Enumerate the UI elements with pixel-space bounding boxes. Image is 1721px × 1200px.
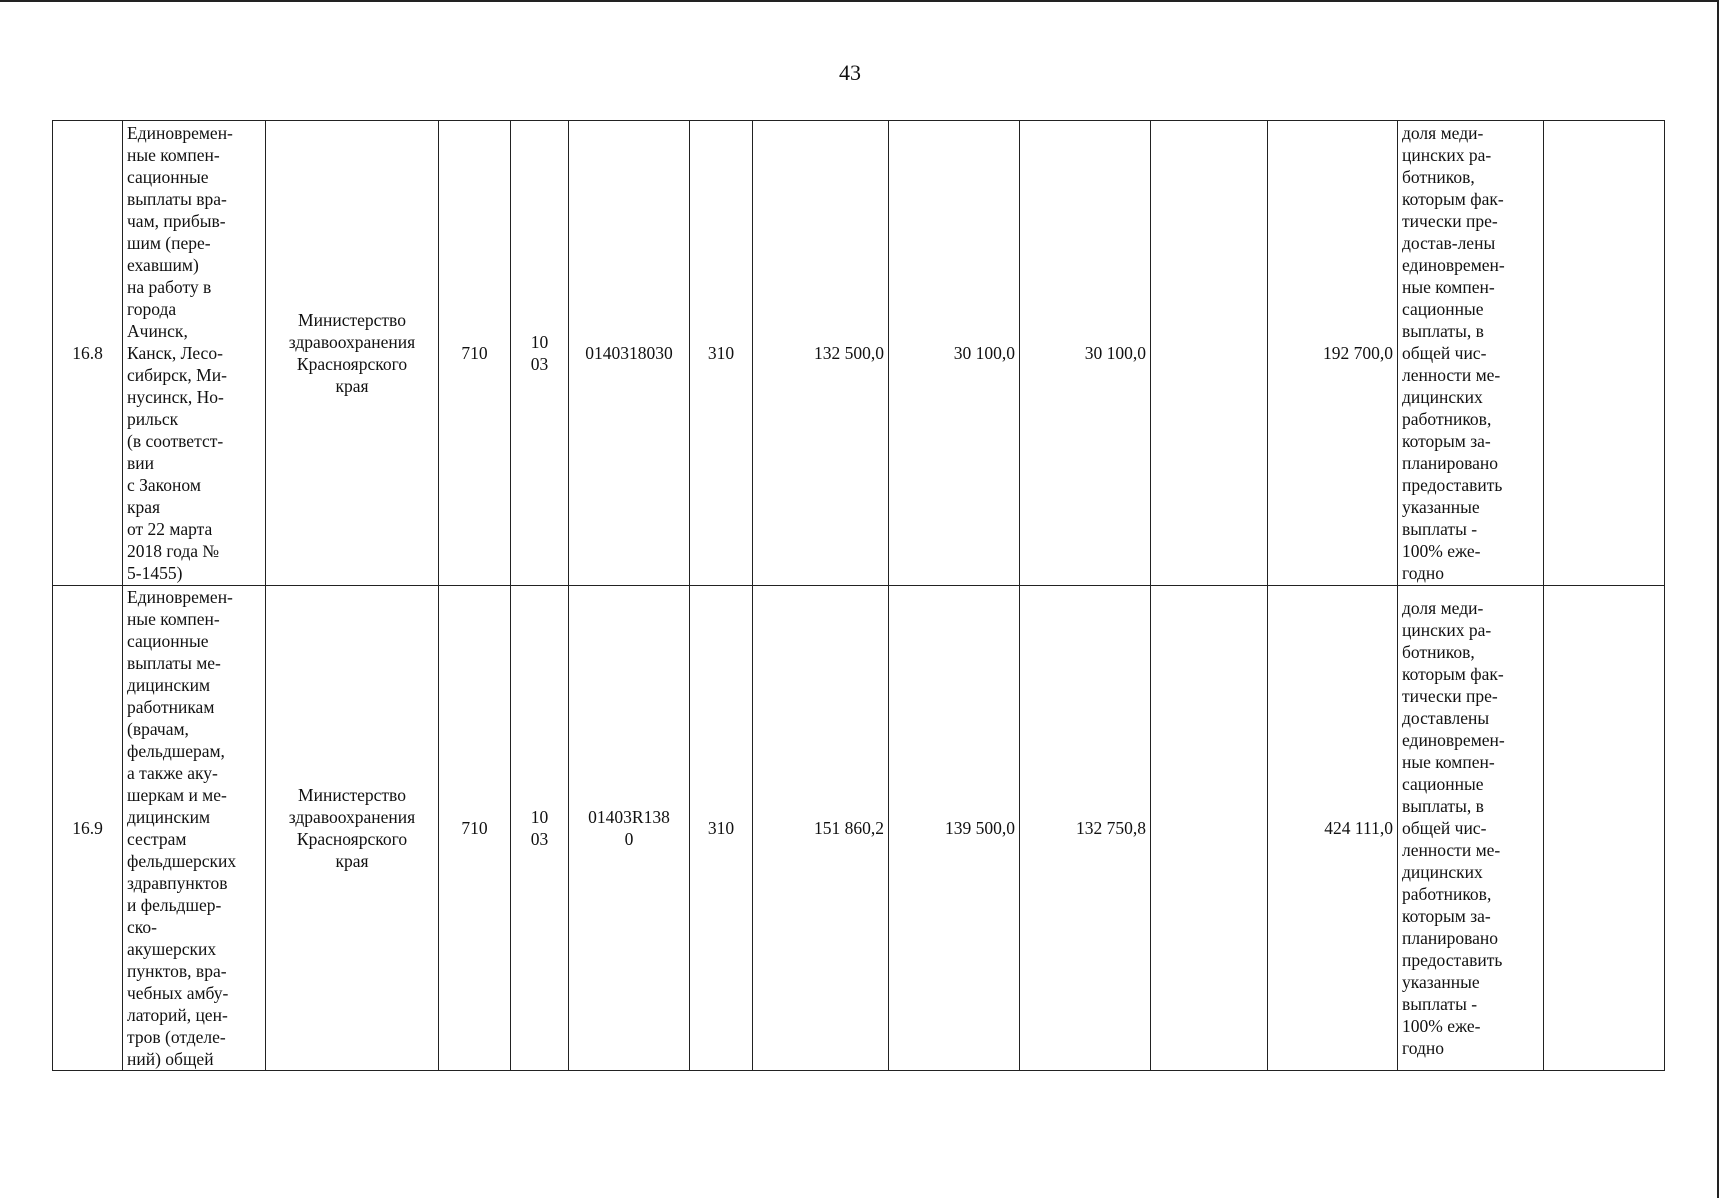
amount-year-3: 30 100,0 bbox=[1020, 121, 1151, 586]
measure-description bbox=[123, 586, 266, 1071]
text-line: выплаты - bbox=[1402, 519, 1478, 539]
text-line: работников, bbox=[1402, 409, 1492, 429]
text-line: сационные bbox=[127, 167, 209, 187]
amount-year-4 bbox=[1151, 121, 1268, 586]
text-line: (в соответст- bbox=[127, 431, 224, 451]
expense-type-code: 310 bbox=[690, 121, 753, 586]
text-line: общей чис- bbox=[1402, 343, 1487, 363]
text-line: цинских ра- bbox=[1402, 620, 1492, 640]
amount-year-2: 30 100,0 bbox=[889, 121, 1020, 586]
text-line: ско- bbox=[127, 917, 157, 937]
text-line: сестрам bbox=[127, 829, 187, 849]
table-row bbox=[53, 121, 1665, 586]
text-line: сационные bbox=[1402, 774, 1484, 794]
amount-year-4 bbox=[1151, 586, 1268, 1071]
text-line: выплаты, в bbox=[1402, 321, 1484, 341]
text-line: тически пре- bbox=[1402, 686, 1498, 706]
text-line: Красноярского bbox=[296, 354, 408, 374]
text-line: Канск, Лесо- bbox=[127, 343, 223, 363]
text-line: на работу в bbox=[127, 277, 212, 297]
text-line: выплаты ме- bbox=[127, 653, 221, 673]
text-line: Ачинск, bbox=[127, 321, 188, 341]
text-line: вии bbox=[127, 453, 154, 473]
text-line: края bbox=[335, 376, 369, 396]
responsible-agency bbox=[266, 121, 439, 586]
text-line: дицинским bbox=[127, 807, 211, 827]
text-line: выплаты - bbox=[1402, 994, 1478, 1014]
text-line: выплаты, в bbox=[1402, 796, 1484, 816]
text-line: 10 bbox=[530, 332, 549, 352]
text-line: доля меди- bbox=[1402, 123, 1484, 143]
text-line: единовремен- bbox=[1402, 730, 1505, 750]
text-line: ленности ме- bbox=[1402, 840, 1501, 860]
text-line: доставлены bbox=[1402, 708, 1490, 728]
text-line: 100% еже- bbox=[1402, 541, 1481, 561]
text-line: здравпунктов bbox=[127, 873, 228, 893]
section-code bbox=[511, 586, 569, 1071]
text-line: фельдшерам, bbox=[127, 741, 225, 761]
text-line: предоставить bbox=[1402, 950, 1503, 970]
text-line: края bbox=[335, 851, 369, 871]
text-line: с Законом bbox=[127, 475, 201, 495]
amount-total: 192 700,0 bbox=[1268, 121, 1398, 586]
text-line: которым за- bbox=[1402, 906, 1491, 926]
text-line: тически пре- bbox=[1402, 211, 1498, 231]
text-line: сационные bbox=[127, 631, 209, 651]
text-line: предоставить bbox=[1402, 475, 1503, 495]
text-line: работников, bbox=[1402, 884, 1492, 904]
section-code bbox=[511, 121, 569, 586]
text-line: дицинским bbox=[127, 675, 211, 695]
text-line: работникам bbox=[127, 697, 215, 717]
row-number: 16.8 bbox=[53, 121, 123, 586]
text-line: сационные bbox=[1402, 299, 1484, 319]
text-line: шим (пере- bbox=[127, 233, 211, 253]
text-line: чебных амбу- bbox=[127, 983, 229, 1003]
text-line: здравоохранения bbox=[288, 807, 416, 827]
text-line: здравоохранения bbox=[288, 332, 416, 352]
text-line: (врачам, bbox=[127, 719, 189, 739]
table-row bbox=[53, 586, 1665, 1071]
text-line: ботников, bbox=[1402, 642, 1475, 662]
amount-total: 424 111,0 bbox=[1268, 586, 1398, 1071]
amount-year-2: 139 500,0 bbox=[889, 586, 1020, 1071]
row-number: 16.9 bbox=[53, 586, 123, 1071]
text-line: ные компен- bbox=[127, 145, 220, 165]
text-line: Единовремен- bbox=[127, 123, 233, 143]
text-line: 01403R138 bbox=[588, 807, 670, 827]
extra-cell bbox=[1544, 121, 1665, 586]
text-line: общей чис- bbox=[1402, 818, 1487, 838]
text-line: сибирск, Ми- bbox=[127, 365, 227, 385]
text-line: ленности ме- bbox=[1402, 365, 1501, 385]
text-line: чам, прибыв- bbox=[127, 211, 226, 231]
text-line: годно bbox=[1402, 1038, 1445, 1058]
text-line: и фельдшер- bbox=[127, 895, 222, 915]
text-line: Единовремен- bbox=[127, 587, 233, 607]
text-line: ные компен- bbox=[1402, 752, 1495, 772]
text-line: шеркам и ме- bbox=[127, 785, 227, 805]
text-line: 0140318030 bbox=[585, 343, 673, 363]
text-line: 03 bbox=[530, 354, 549, 374]
text-line: указанные bbox=[1402, 972, 1480, 992]
target-article-code bbox=[569, 121, 690, 586]
text-line: цинских ра- bbox=[1402, 145, 1492, 165]
expected-result bbox=[1398, 121, 1544, 586]
grbs-code: 710 bbox=[439, 121, 511, 586]
budget-table bbox=[52, 120, 1665, 1071]
grbs-code: 710 bbox=[439, 586, 511, 1071]
text-line: фельдшерских bbox=[127, 851, 237, 871]
amount-year-1: 132 500,0 bbox=[753, 121, 889, 586]
text-line: Министерство bbox=[298, 310, 406, 330]
text-line: достав-лены bbox=[1402, 233, 1496, 253]
text-line: пунктов, вра- bbox=[127, 961, 227, 981]
text-line: 0 bbox=[624, 829, 634, 849]
text-line: годно bbox=[1402, 563, 1445, 583]
text-line: 2018 года № bbox=[127, 541, 220, 561]
expected-result bbox=[1398, 586, 1544, 1071]
text-line: единовремен- bbox=[1402, 255, 1505, 275]
text-line: ные компен- bbox=[1402, 277, 1495, 297]
text-line: которым фак- bbox=[1402, 189, 1504, 209]
text-line: планировано bbox=[1402, 928, 1499, 948]
text-line: которым за- bbox=[1402, 431, 1491, 451]
text-line: дицинских bbox=[1402, 387, 1483, 407]
text-line: 5-1455) bbox=[127, 563, 183, 583]
text-line: латорий, цен- bbox=[127, 1005, 228, 1025]
text-line: ний) общей bbox=[127, 1049, 214, 1069]
amount-year-1: 151 860,2 bbox=[753, 586, 889, 1071]
text-line: 100% еже- bbox=[1402, 1016, 1481, 1036]
text-line: города bbox=[127, 299, 177, 319]
text-line: планировано bbox=[1402, 453, 1499, 473]
text-line: нусинск, Но- bbox=[127, 387, 224, 407]
text-line: акушерских bbox=[127, 939, 217, 959]
text-line: 10 bbox=[530, 807, 549, 827]
text-line: дицинских bbox=[1402, 862, 1483, 882]
target-article-code bbox=[569, 586, 690, 1071]
text-line: выплаты вра- bbox=[127, 189, 227, 209]
text-line: от 22 марта bbox=[127, 519, 213, 539]
text-line: ботников, bbox=[1402, 167, 1475, 187]
text-line: тров (отделе- bbox=[127, 1027, 226, 1047]
responsible-agency bbox=[266, 586, 439, 1071]
text-line: рильск bbox=[127, 409, 179, 429]
text-line: которым фак- bbox=[1402, 664, 1504, 684]
text-line: Красноярского bbox=[296, 829, 408, 849]
text-line: края bbox=[127, 497, 161, 517]
expense-type-code: 310 bbox=[690, 586, 753, 1071]
text-line: доля меди- bbox=[1402, 598, 1484, 618]
measure-description bbox=[123, 121, 266, 586]
amount-year-3: 132 750,8 bbox=[1020, 586, 1151, 1071]
extra-cell bbox=[1544, 586, 1665, 1071]
text-line: Министерство bbox=[298, 785, 406, 805]
text-line: а также аку- bbox=[127, 763, 218, 783]
text-line: ные компен- bbox=[127, 609, 220, 629]
text-line: 03 bbox=[530, 829, 549, 849]
text-line: ехавшим) bbox=[127, 255, 199, 275]
page-number: 43 bbox=[839, 60, 861, 85]
text-line: указанные bbox=[1402, 497, 1480, 517]
